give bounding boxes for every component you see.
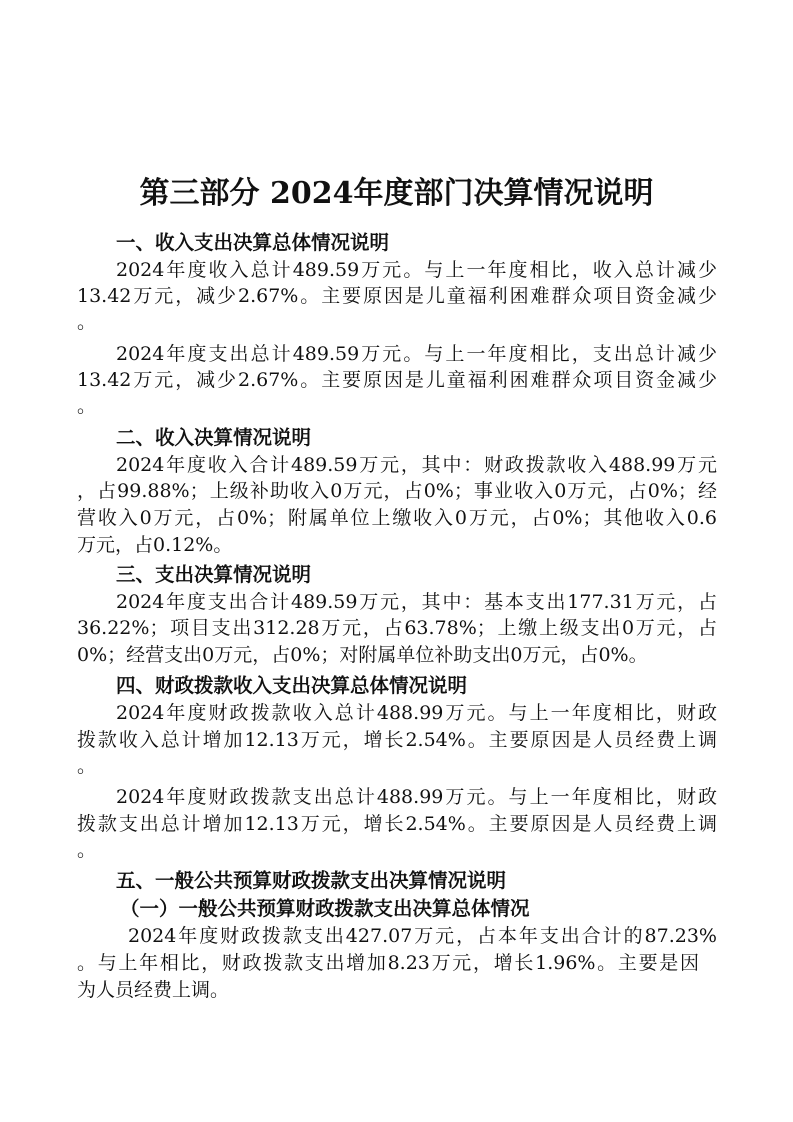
paragraph-line: 36.22%；项目支出312.28万元，占63.78%；上缴上级支出0万元，占	[77, 617, 717, 639]
paragraph-line: 万元，占0.12%。	[77, 534, 233, 556]
paragraph-line: 13.42万元，减少2.67%。主要原因是儿童福利困难群众项目资金减少	[77, 285, 717, 307]
paragraph-line: 2024年度财政拨款收入总计488.99万元。与上一年度相比，财政	[116, 702, 717, 724]
section-heading: 四、财政拨款收入支出决算总体情况说明	[116, 674, 468, 697]
paragraph-line: 为人员经费上调。	[77, 979, 230, 1001]
paragraph-line: 2024年度财政拨款支出427.07万元，占本年支出合计的87.23%	[128, 925, 717, 947]
paragraph-line: 营收入0万元，占0%；附属单位上缴收入0万元，占0%；其他收入0.6	[77, 507, 717, 529]
paragraph-line: 。	[77, 395, 97, 417]
section-heading: 一、收入支出决算总体情况说明	[116, 231, 390, 254]
page-title: 第三部分 2024年度部门决算情况说明	[139, 176, 654, 211]
paragraph-line: 2024年度支出总计489.59万元。与上一年度相比，支出总计减少	[116, 343, 717, 365]
paragraph-line: 。	[77, 755, 97, 777]
section-heading: 三、支出决算情况说明	[116, 563, 312, 586]
paragraph-line: 拨款支出总计增加12.13万元，增长2.54%。主要原因是人员经费上调	[77, 813, 717, 835]
paragraph-line: 拨款收入总计增加12.13万元，增长2.54%。主要原因是人员经费上调	[77, 729, 717, 751]
paragraph-line: ，占99.88%；上级补助收入0万元，占0%；事业收入0万元，占0%；经	[77, 480, 717, 502]
paragraph-line: 2024年度支出合计489.59万元，其中：基本支出177.31万元，占	[116, 591, 717, 613]
paragraph-line: 。与上年相比，财政拨款支出增加8.23万元，增长1.96%。主要是因	[77, 952, 699, 974]
paragraph-line: 2024年度财政拨款支出总计488.99万元。与上一年度相比，财政	[116, 786, 717, 808]
paragraph-line: 2024年度收入合计489.59万元，其中：财政拨款收入488.99万元	[116, 454, 717, 476]
subsection-heading: （一）一般公共预算财政拨款支出决算总体情况	[120, 897, 530, 920]
paragraph-line: 0%；经营支出0万元，占0%；对附属单位补助支出0万元，占0%。	[77, 644, 648, 666]
paragraph-line: 。	[77, 839, 97, 861]
section-heading: 五、一般公共预算财政拨款支出决算情况说明	[116, 869, 507, 892]
paragraph-line: 。	[77, 311, 97, 333]
paragraph-line: 2024年度收入总计489.59万元。与上一年度相比，收入总计减少	[116, 259, 717, 281]
paragraph-line: 13.42万元，减少2.67%。主要原因是儿童福利困难群众项目资金减少	[77, 369, 717, 391]
section-heading: 二、收入决算情况说明	[116, 426, 312, 449]
